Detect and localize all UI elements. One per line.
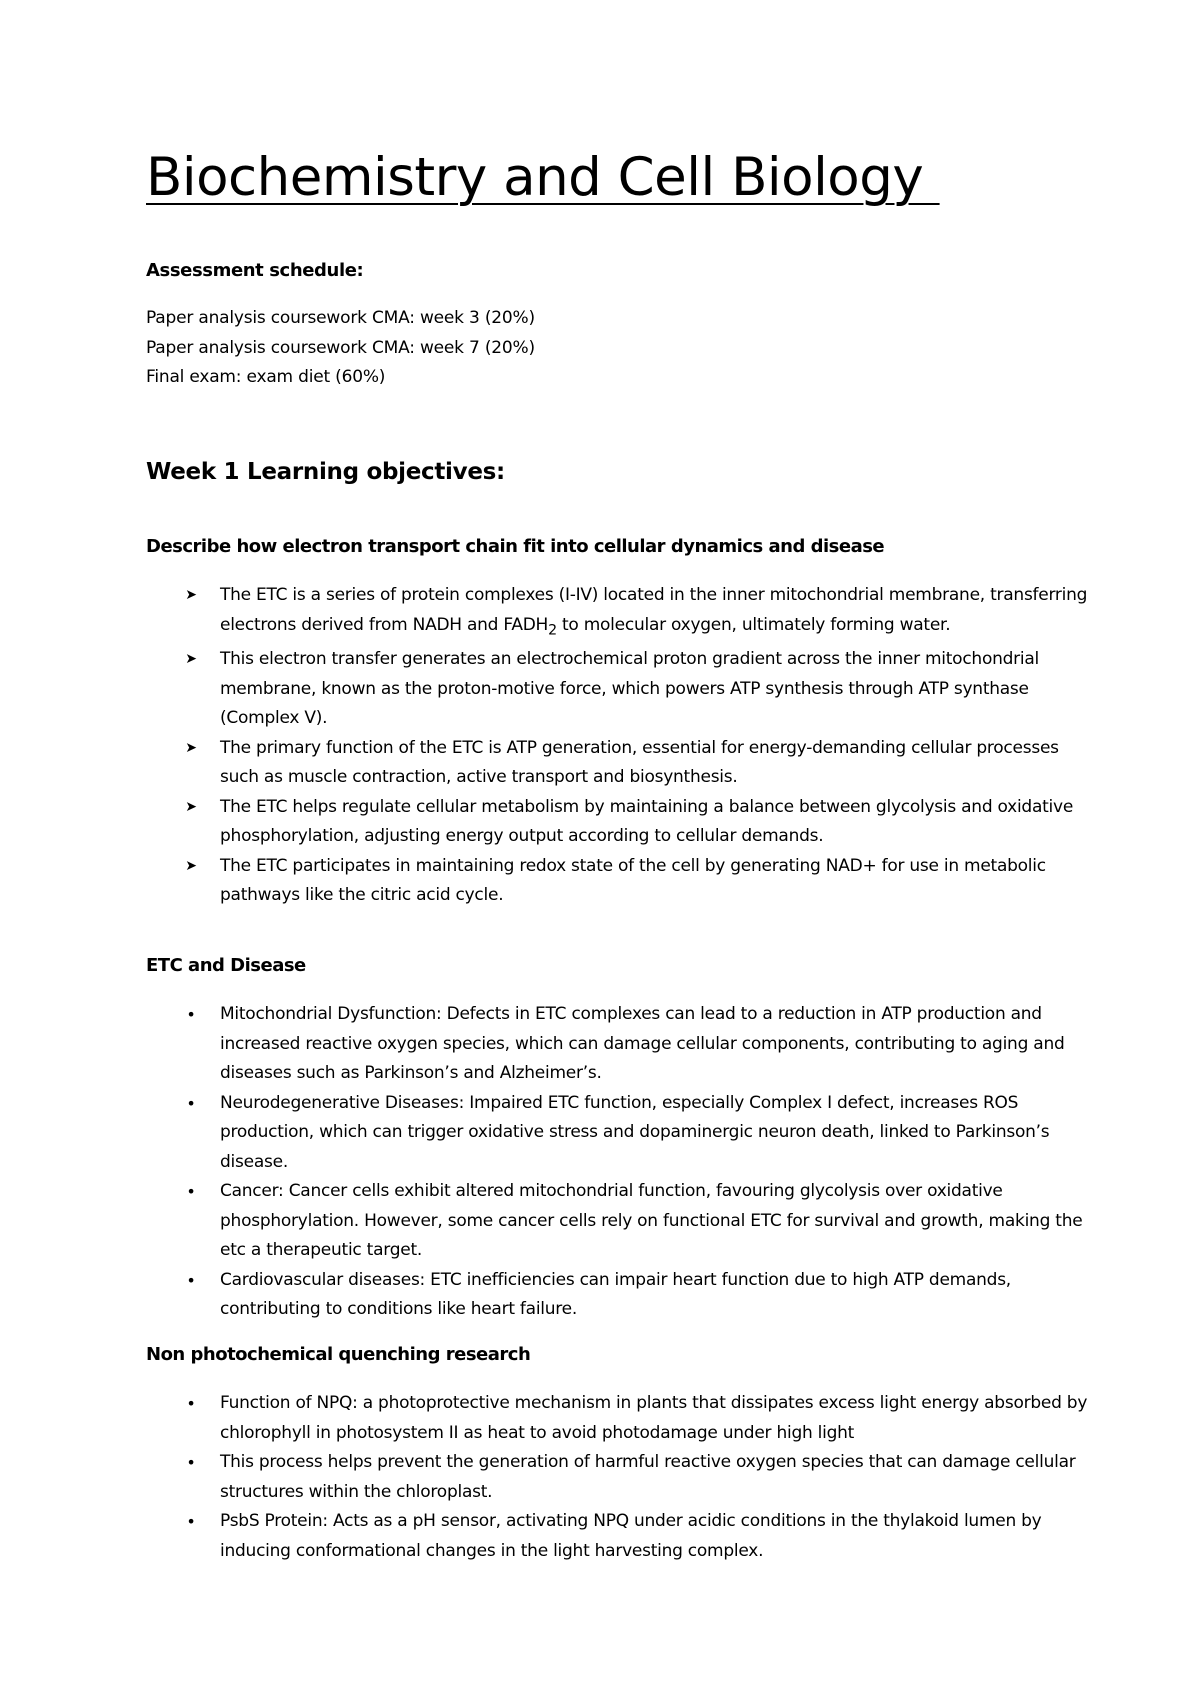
- assessment-item: Final exam: exam diet (60%): [146, 367, 386, 387]
- assessment-item: Paper analysis coursework CMA: week 7 (20%): [146, 337, 535, 358]
- list-item: • Function of NPQ: a photoprotective mechanism in plants that dissipates excess light energy absorbed by chlorophyll in photosystem II as heat to avoid photodamage under high light: [220, 1389, 1090, 1448]
- arrowhead-bullet-icon: ➤: [185, 857, 197, 874]
- list-item: • PsbS Protein: Acts as a pH sensor, activating NPQ under acidic conditions in the thylakoid lumen by inducing conformational changes in the light harvesting complex.: [220, 1507, 1090, 1566]
- section-heading-etc-disease: ETC and Disease: [146, 955, 306, 976]
- document-title: Biochemistry and Cell Biology: [146, 147, 940, 208]
- list-item: • Cardiovascular diseases: ETC inefficiencies can impair heart function due to high ATP demands, contributing to conditions like heart failure.: [220, 1266, 1090, 1325]
- week-heading: Week 1 Learning objectives:: [146, 459, 505, 485]
- list-item: ➤ The ETC participates in maintaining redox state of the cell by generating NAD+ for use in metabolic pathways like the citric acid cycle.: [220, 852, 1090, 911]
- arrowhead-bullet-icon: ➤: [185, 587, 197, 603]
- list-item: ➤ The ETC helps regulate cellular metabolism by maintaining a balance between glycolysis and oxidative phosphorylation, adjusting energy output according to cellular demands.: [220, 793, 1090, 852]
- round-bullet-icon: •: [186, 1005, 196, 1024]
- round-bullet-icon: •: [186, 1093, 196, 1113]
- list-item: • Neurodegenerative Diseases: Impaired ETC function, especially Complex I defect, increases ROS production, which can trigger oxidative stress and dopaminergic neuron death, linked to Parkinson’s disease.: [220, 1089, 1090, 1178]
- list-item: ➤ The ETC is a series of protein complexes (I-IV) located in the inner mitochondrial membrane, transferring electrons derived from NADH and $FADH_2$ to molecular oxygen, ultimately forming water.: [220, 581, 1090, 645]
- list-item: • This process helps prevent the generation of harmful reactive oxygen species that can damage cellular structures within the chloroplast.: [220, 1448, 1090, 1507]
- list-item: • Mitochondrial Dysfunction: Defects in ETC complexes can lead to a reduction in ATP production and increased reactive oxygen species, which can damage cellular components, contributing to aging and diseases such as Parkinson’s and Alzheimer’s.: [220, 1000, 1090, 1089]
- round-bullet-icon: •: [186, 1453, 196, 1472]
- arrowhead-bullet-icon: ➤: [185, 798, 197, 815]
- arrowhead-bullet-icon: ➤: [185, 651, 197, 668]
- etc-disease-list: [186, 1000, 1090, 1325]
- assessment-heading: Assessment schedule:: [146, 260, 364, 281]
- etc-dynamics-list: [185, 581, 1090, 911]
- round-bullet-icon: •: [186, 1270, 196, 1290]
- round-bullet-icon: •: [186, 1394, 196, 1413]
- list-item: • Cancer: Cancer cells exhibit altered mitochondrial function, favouring glycolysis over oxidative phosphorylation. However, some cancer cells rely on functional ETC for survival and growth, making the etc a therapeutic target.: [220, 1177, 1090, 1266]
- arrowhead-bullet-icon: ➤: [185, 739, 197, 756]
- round-bullet-icon: •: [186, 1182, 196, 1201]
- section-heading-npq: Non photochemical quenching research: [146, 1344, 531, 1365]
- round-bullet-icon: •: [186, 1512, 196, 1531]
- list-item: ➤ The primary function of the ETC is ATP generation, essential for energy-demanding cellular processes such as muscle contraction, active transport and biosynthesis.: [220, 734, 1090, 793]
- assessment-list: [146, 304, 535, 393]
- npq-list: [186, 1389, 1090, 1566]
- list-item: ➤ This electron transfer generates an electrochemical proton gradient across the inner mitochondrial membrane, known as the proton-motive force, which powers ATP synthesis through ATP synthase (Complex V).: [220, 645, 1090, 734]
- section-heading-etc-dynamics: Describe how electron transport chain fit into cellular dynamics and disease: [146, 536, 885, 557]
- assessment-item: Paper analysis coursework CMA: week 3 (20%): [146, 308, 535, 328]
- subscript-text: 2: [548, 621, 557, 638]
